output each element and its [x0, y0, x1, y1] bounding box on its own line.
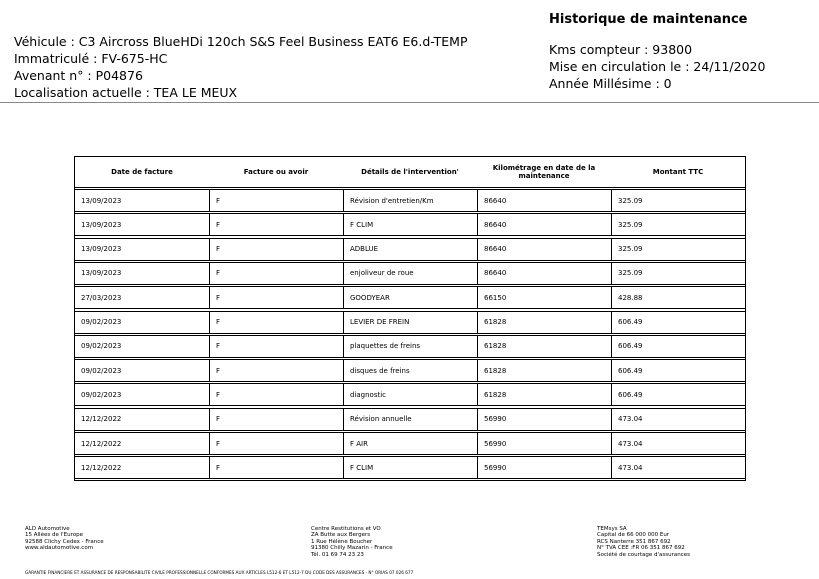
table-row	[75, 432, 745, 455]
footer-line: Capital de 66 000 000 Eur	[597, 532, 670, 539]
cell-type: F	[209, 457, 343, 478]
cell-mileage: 56990	[477, 457, 611, 478]
model-year: Année Millésime : 0	[549, 76, 672, 91]
footer-line: N° TVA CEE :FR 06 351 867 692	[597, 545, 685, 552]
footer-line: 92588 Clichy Cedex - France	[25, 538, 104, 545]
footer-line: TEMsys SA	[597, 526, 627, 532]
cell-amount: 325.09	[611, 263, 745, 284]
cell-details: diagnostic	[343, 384, 477, 405]
header-mileage: Kilométrage en date de la maintenance	[492, 164, 596, 180]
table-row	[75, 189, 745, 212]
cell-type: F	[209, 214, 343, 235]
vehicle-location: Localisation actuelle : TEA LE MEUX	[14, 85, 238, 100]
table-row	[75, 213, 745, 236]
cell-date: 12/12/2022	[81, 463, 122, 472]
cell-details: disques de freins	[343, 360, 477, 381]
cell-mileage: 61828	[477, 384, 611, 405]
cell-type: F	[209, 312, 343, 333]
footer-line: Société de courtage d'assurances	[597, 551, 690, 558]
cell-amount: 606.49	[611, 384, 745, 405]
cell-details: F CLIM	[343, 457, 477, 478]
footer-line: www.aldautomotive.com	[25, 545, 94, 552]
cell-amount: 325.09	[611, 190, 745, 211]
table-header	[75, 157, 745, 188]
cell-amount: 473.04	[611, 433, 745, 454]
footer-line: ALD Automotive	[25, 526, 70, 532]
footer-line: 15 Allées de l'Europe	[25, 532, 83, 539]
table-row	[75, 311, 745, 334]
cell-mileage: 86640	[477, 263, 611, 284]
registration-date: Mise en circulation le : 24/11/2020	[549, 59, 766, 74]
cell-date: 09/02/2023	[81, 342, 122, 351]
cell-date: 27/03/2023	[81, 293, 122, 302]
page-title: Historique de maintenance	[549, 12, 748, 27]
cell-mileage: 66150	[477, 287, 611, 308]
header-details: Détails de l'intervention'	[361, 168, 459, 176]
vehicle-model: Véhicule : C3 Aircross BlueHDi 120ch S&S Feel Business EAT6 E6.d-TEMP	[14, 34, 468, 49]
cell-details: Révision annuelle	[343, 409, 477, 430]
table-row	[75, 335, 745, 358]
header-amount: Montant TTC	[652, 168, 704, 176]
cell-details: F AIR	[343, 433, 477, 454]
cell-amount: 473.04	[611, 457, 745, 478]
cell-details: ADBLUE	[343, 239, 477, 260]
header-divider	[0, 102, 819, 103]
cell-type: F	[209, 336, 343, 357]
cell-mileage: 86640	[477, 190, 611, 211]
table-row	[75, 359, 745, 382]
cell-mileage: 56990	[477, 409, 611, 430]
cell-date: 13/09/2023	[81, 245, 122, 254]
odometer: Kms compteur : 93800	[549, 42, 693, 57]
cell-date: 09/02/2023	[81, 390, 122, 399]
table-row	[75, 383, 745, 406]
cell-amount: 606.49	[611, 360, 745, 381]
cell-details: LEVIER DE FREIN	[343, 312, 477, 333]
maintenance-summary	[549, 11, 765, 92]
cell-date: 12/12/2022	[81, 439, 122, 448]
cell-mileage: 56990	[477, 433, 611, 454]
footer-line: 91380 Chilly Mazarin - France	[311, 545, 393, 552]
cell-type: F	[209, 433, 343, 454]
vehicle-registration: Immatriculé : FV-675-HC	[14, 51, 168, 66]
cell-mileage: 61828	[477, 360, 611, 381]
table-row	[75, 408, 745, 431]
cell-details: Révision d'entretien/Km	[343, 190, 477, 211]
legal-notice: GARANTIE FINANCIERE ET ASSURANCE DE RESPONSABILITE CIVILE PROFESSIONNELLE CONFORMES AUX ARTICLES L512-6 ET L512-7 DU CODE DES ASSURANCES - N° ORIAS 07 026 677	[25, 570, 414, 575]
cell-amount: 473.04	[611, 409, 745, 430]
cell-type: F	[209, 239, 343, 260]
header-type: Facture ou avoir	[243, 168, 309, 176]
vehicle-info	[14, 33, 468, 101]
cell-amount: 606.49	[611, 312, 745, 333]
cell-type: F	[209, 360, 343, 381]
cell-date: 13/09/2023	[81, 196, 122, 205]
cell-amount: 325.09	[611, 239, 745, 260]
cell-type: F	[209, 409, 343, 430]
cell-mileage: 86640	[477, 239, 611, 260]
cell-date: 09/02/2023	[81, 366, 122, 375]
cell-type: F	[209, 287, 343, 308]
table-row	[75, 286, 745, 309]
cell-type: F	[209, 384, 343, 405]
cell-date: 09/02/2023	[81, 318, 122, 326]
footer-line: RCS Nanterre 351 867 692	[597, 538, 671, 545]
footer-line: Centre Restitutions et VO	[311, 526, 381, 532]
table-row	[75, 238, 745, 261]
footer-line: Tél. 01 69 74 23 23	[311, 551, 364, 558]
cell-details: enjoliveur de roue	[343, 263, 477, 284]
cell-amount: 428.88	[611, 287, 745, 308]
cell-details: F CLIM	[343, 214, 477, 235]
cell-mileage: 61828	[477, 336, 611, 357]
cell-mileage: 61828	[477, 312, 611, 333]
footer-restitution-center	[311, 526, 393, 558]
footer-legal-entity	[597, 526, 690, 558]
cell-date: 13/09/2023	[81, 269, 122, 278]
cell-amount: 325.09	[611, 214, 745, 235]
footer-line: ZA Butte aux Bergers	[311, 532, 371, 539]
cell-details: plaquettes de freins	[343, 336, 477, 357]
table-row	[75, 262, 745, 285]
cell-date: 13/09/2023	[81, 220, 122, 229]
footer-company	[25, 526, 104, 552]
cell-date: 12/12/2022	[81, 415, 122, 424]
vehicle-amendment: Avenant n° : P04876	[14, 68, 143, 83]
cell-type: F	[209, 190, 343, 211]
cell-type: F	[209, 263, 343, 284]
header-date: Date de facture	[111, 168, 173, 176]
cell-details: GOODYEAR	[343, 287, 477, 308]
maintenance-table	[74, 156, 746, 481]
cell-amount: 606.49	[611, 336, 745, 357]
cell-mileage: 86640	[477, 214, 611, 235]
footer-line: 1 Rue Hélène Boucher	[311, 538, 373, 545]
table-row	[75, 456, 745, 479]
